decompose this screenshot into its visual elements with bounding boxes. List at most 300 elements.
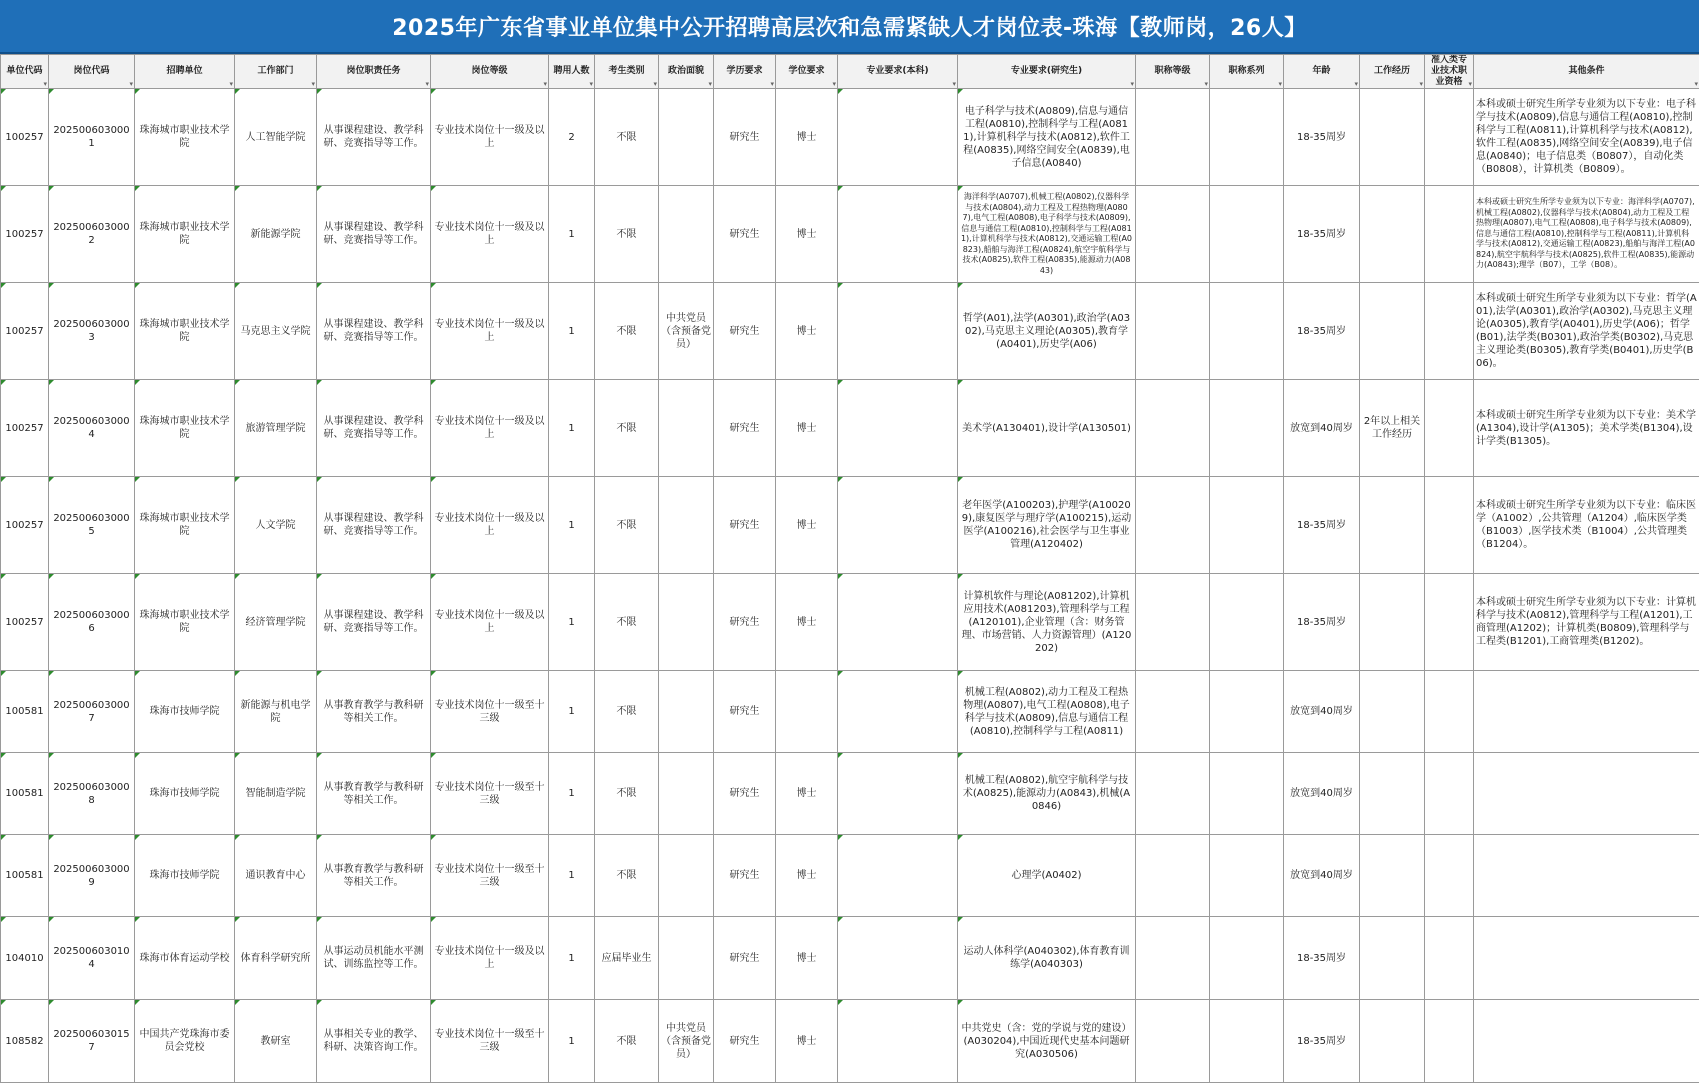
department-cell[interactable]: 人工智能学院	[235, 89, 317, 186]
qualification-cell[interactable]	[1425, 89, 1474, 186]
table-row	[1, 1000, 1699, 1083]
post-code-cell[interactable]: 2025006030002	[49, 186, 135, 283]
graduate-major-cell[interactable]: 电子科学与技术(A0809),信息与通信工程(A0810),控制科学与工程(A0811),计算机科学与技术(A0812),软件工程(A0835),网络空间安全(A0839),电子信息(A0840)	[958, 89, 1136, 186]
cell-comment-marker	[49, 671, 54, 676]
age-cell[interactable]: 放宽到40周岁	[1284, 380, 1360, 477]
qualification-cell[interactable]	[1425, 1000, 1474, 1083]
unit-name-cell[interactable]: 珠海城市职业技术学院	[135, 477, 235, 574]
headcount-cell[interactable]: 1	[549, 1000, 595, 1083]
header-row	[1, 55, 1699, 89]
age-cell[interactable]: 18-35周岁	[1284, 1000, 1360, 1083]
headcount-cell[interactable]: 1	[549, 753, 595, 835]
post-level-cell[interactable]: 专业技术岗位十一级至十三级	[431, 671, 549, 753]
duty-cell[interactable]: 从事课程建设、教学科研、竞赛指导等工作。	[317, 574, 431, 671]
experience-cell[interactable]	[1360, 89, 1425, 186]
qualification-cell[interactable]	[1425, 753, 1474, 835]
political-status-cell[interactable]: 中共党员（含预备党员）	[659, 1000, 714, 1083]
column-header[interactable]	[595, 55, 659, 89]
filter-dropdown-icon[interactable]: ▾	[1204, 80, 1208, 88]
other-conditions-cell[interactable]	[1474, 835, 1699, 917]
qualification-cell[interactable]	[1425, 835, 1474, 917]
column-header[interactable]	[431, 55, 549, 89]
candidate-category-cell[interactable]: 不限	[595, 89, 659, 186]
age-cell[interactable]: 放宽到40周岁	[1284, 753, 1360, 835]
headcount-cell[interactable]: 1	[549, 574, 595, 671]
column-header-label: 其他条件	[1568, 66, 1604, 76]
education-cell[interactable]: 研究生	[714, 574, 776, 671]
unit-code-cell[interactable]: 100581	[1, 835, 49, 917]
degree-cell[interactable]	[776, 671, 838, 753]
cell-comment-marker	[431, 574, 436, 579]
degree-cell[interactable]: 博士	[776, 186, 838, 283]
other-conditions-cell[interactable]: 本科或硕士研究生所学专业须为以下专业：计算机科学与技术(A0812),管理科学与工程(A1201),工商管理(A1202)；计算机类(B0809),管理科学与工程类(B1201),工商管理类(B1202)。	[1474, 574, 1699, 671]
candidate-category-cell[interactable]: 应届毕业生	[595, 917, 659, 1000]
column-header[interactable]	[1360, 55, 1425, 89]
cell-comment-marker	[135, 380, 140, 385]
other-conditions-cell[interactable]	[1474, 1000, 1699, 1083]
cell-comment-marker	[1, 917, 6, 922]
page-title: 2025年广东省事业单位集中公开招聘高层次和急需紧缺人才岗位表-珠海【教师岗，26人】	[0, 0, 1699, 54]
title-level-cell[interactable]	[1136, 89, 1210, 186]
cell-comment-marker	[838, 671, 843, 676]
cell-comment-marker	[235, 186, 240, 191]
experience-cell[interactable]	[1360, 753, 1425, 835]
candidate-category-cell[interactable]: 不限	[595, 380, 659, 477]
undergrad-major-cell[interactable]	[838, 380, 958, 477]
title-series-cell[interactable]	[1210, 574, 1284, 671]
title-series-cell[interactable]	[1210, 283, 1284, 380]
graduate-major-cell[interactable]: 计算机软件与理论(A081202),计算机应用技术(A081203),管理科学与工程(A120101),企业管理（含：财务管理、市场营销、人力资源管理）(A120202)	[958, 574, 1136, 671]
title-series-cell[interactable]	[1210, 186, 1284, 283]
duty-cell[interactable]: 从事运动员机能水平测试、训练监控等工作。	[317, 917, 431, 1000]
table-row	[1, 753, 1699, 835]
other-conditions-cell[interactable]: 本科或硕士研究生所学专业须为以下专业：电子科学与技术(A0809),信息与通信工程(A0810),控制科学与工程(A0811),计算机科学与技术(A0812),软件工程(A0835),网络空间安全(A0839),电子信息(A0840)；电子信息类（B0807），自动化类（B0808），计算机类（B0809）。	[1474, 89, 1699, 186]
candidate-category-cell[interactable]: 不限	[595, 753, 659, 835]
unit-code-cell[interactable]: 108582	[1, 1000, 49, 1083]
qualification-cell[interactable]	[1425, 477, 1474, 574]
age-cell[interactable]: 18-35周岁	[1284, 574, 1360, 671]
post-level-cell[interactable]: 专业技术岗位十一级及以上	[431, 477, 549, 574]
column-header[interactable]	[317, 55, 431, 89]
post-code-cell[interactable]: 2025006030104	[49, 917, 135, 1000]
candidate-category-cell[interactable]: 不限	[595, 671, 659, 753]
duty-cell[interactable]: 从事课程建设、教学科研、竞赛指导等工作。	[317, 380, 431, 477]
cell-comment-marker	[431, 477, 436, 482]
title-series-cell[interactable]	[1210, 89, 1284, 186]
duty-cell[interactable]: 从事相关专业的教学、科研、决策咨询工作。	[317, 1000, 431, 1083]
undergrad-major-cell[interactable]	[838, 186, 958, 283]
cell-comment-marker	[1, 380, 6, 385]
unit-name-cell[interactable]: 中国共产党珠海市委员会党校	[135, 1000, 235, 1083]
undergrad-major-cell[interactable]	[838, 835, 958, 917]
unit-name-cell[interactable]: 珠海城市职业技术学院	[135, 380, 235, 477]
graduate-major-cell[interactable]: 机械工程(A0802),动力工程及工程热物理(A0807),电气工程(A0808),电子科学与技术(A0809),信息与通信工程(A0810),控制科学与工程(A0811)	[958, 671, 1136, 753]
duty-cell[interactable]: 从事课程建设、教学科研、竞赛指导等工作。	[317, 477, 431, 574]
filter-dropdown-icon[interactable]: ▾	[1130, 80, 1134, 88]
candidate-category-cell[interactable]: 不限	[595, 477, 659, 574]
degree-cell[interactable]: 博士	[776, 477, 838, 574]
degree-cell[interactable]: 博士	[776, 1000, 838, 1083]
candidate-category-cell[interactable]: 不限	[595, 1000, 659, 1083]
post-level-cell[interactable]: 专业技术岗位十一级及以上	[431, 186, 549, 283]
degree-cell[interactable]: 博士	[776, 835, 838, 917]
cell-comment-marker	[317, 477, 322, 482]
headcount-cell[interactable]: 1	[549, 917, 595, 1000]
unit-code-cell[interactable]: 100257	[1, 186, 49, 283]
headcount-cell[interactable]: 1	[549, 186, 595, 283]
post-level-cell[interactable]: 专业技术岗位十一级及以上	[431, 917, 549, 1000]
post-level-cell[interactable]: 专业技术岗位十一级至十三级	[431, 835, 549, 917]
table-row	[1, 917, 1699, 1000]
degree-cell[interactable]: 博士	[776, 574, 838, 671]
cell-comment-marker	[1, 671, 6, 676]
post-code-cell[interactable]: 2025006030007	[49, 671, 135, 753]
unit-name-cell[interactable]: 珠海市技师学院	[135, 753, 235, 835]
cell-comment-marker	[317, 671, 322, 676]
table-row	[1, 835, 1699, 917]
post-level-cell[interactable]: 专业技术岗位十一级及以上	[431, 380, 549, 477]
duty-cell[interactable]: 从事教育教学与教科研等相关工作。	[317, 671, 431, 753]
headcount-cell[interactable]: 1	[549, 835, 595, 917]
filter-dropdown-icon[interactable]: ▾	[1419, 80, 1423, 88]
title-level-cell[interactable]	[1136, 283, 1210, 380]
cell-comment-marker	[431, 1000, 436, 1005]
headcount-cell[interactable]: 1	[549, 283, 595, 380]
headcount-cell[interactable]: 2	[549, 89, 595, 186]
column-header[interactable]	[838, 55, 958, 89]
cell-comment-marker	[1, 574, 6, 579]
unit-code-cell[interactable]: 100257	[1, 380, 49, 477]
cell-comment-marker	[958, 671, 963, 676]
undergrad-major-cell[interactable]	[838, 574, 958, 671]
other-conditions-cell[interactable]	[1474, 917, 1699, 1000]
cell-comment-marker	[317, 89, 322, 94]
age-cell[interactable]: 18-35周岁	[1284, 283, 1360, 380]
age-cell[interactable]: 放宽到40周岁	[1284, 671, 1360, 753]
qualification-cell[interactable]	[1425, 283, 1474, 380]
cell-comment-marker	[235, 671, 240, 676]
cell-comment-marker	[431, 283, 436, 288]
column-header-label: 专业要求(研究生)	[1011, 66, 1082, 76]
education-cell[interactable]: 研究生	[714, 380, 776, 477]
headcount-cell[interactable]: 1	[549, 671, 595, 753]
filter-dropdown-icon[interactable]: ▾	[543, 80, 547, 88]
experience-cell[interactable]	[1360, 835, 1425, 917]
qualification-cell[interactable]	[1425, 186, 1474, 283]
undergrad-major-cell[interactable]	[838, 917, 958, 1000]
column-header[interactable]	[235, 55, 317, 89]
filter-dropdown-icon[interactable]: ▾	[311, 80, 315, 88]
filter-dropdown-icon[interactable]: ▾	[1354, 80, 1358, 88]
degree-cell[interactable]: 博士	[776, 753, 838, 835]
education-cell[interactable]: 研究生	[714, 917, 776, 1000]
title-level-cell[interactable]	[1136, 1000, 1210, 1083]
cell-comment-marker	[49, 753, 54, 758]
filter-dropdown-icon[interactable]: ▾	[832, 80, 836, 88]
post-code-cell[interactable]: 2025006030005	[49, 477, 135, 574]
qualification-cell[interactable]	[1425, 917, 1474, 1000]
cell-comment-marker	[135, 477, 140, 482]
graduate-major-cell[interactable]: 中共党史（含：党的学说与党的建设）(A030204),中国近现代史基本问题研究(A030506)	[958, 1000, 1136, 1083]
column-header-label: 岗位代码	[73, 66, 109, 76]
title-level-cell[interactable]	[1136, 186, 1210, 283]
other-conditions-cell[interactable]: 本科或硕士研究生所学专业须为以下专业：海洋科学(A0707),机械工程(A0802),仪器科学与技术(A0804),动力工程及工程热物理(A0807),电气工程(A0808),电子科学与技术(A0809),信息与通信工程(A0810),控制科学与工程(A0811),计算机科学与技术(A0812),交通运输工程(A0823),船舶与海洋工程(A0824),航空宇航科学与技术(A0825),软件工程(A0835),能源动力(A0843);理学（B07），工学（B08）。	[1474, 186, 1699, 283]
unit-name-cell[interactable]: 珠海城市职业技术学院	[135, 574, 235, 671]
department-cell[interactable]: 新能源与机电学院	[235, 671, 317, 753]
filter-dropdown-icon[interactable]: ▾	[952, 80, 956, 88]
graduate-major-cell[interactable]: 哲学(A01),法学(A0301),政治学(A0302),马克思主义理论(A0305),教育学(A0401),历史学(A06)	[958, 283, 1136, 380]
political-status-cell[interactable]	[659, 835, 714, 917]
column-header[interactable]	[135, 55, 235, 89]
cell-comment-marker	[431, 753, 436, 758]
unit-name-cell[interactable]: 珠海城市职业技术学院	[135, 186, 235, 283]
filter-dropdown-icon[interactable]: ▾	[1694, 80, 1698, 88]
post-code-cell[interactable]: 2025006030004	[49, 380, 135, 477]
column-header[interactable]	[776, 55, 838, 89]
column-header[interactable]	[958, 55, 1136, 89]
cell-comment-marker	[958, 477, 963, 482]
column-header-label: 岗位职责任务	[346, 66, 400, 76]
other-conditions-cell[interactable]: 本科或硕士研究生所学专业须为以下专业：临床医学（A1002）,公共管理（A1204）,临床医学类（B1003）,医学技术类（B1004）,公共管理类（B1204）。	[1474, 477, 1699, 574]
cell-comment-marker	[431, 917, 436, 922]
cell-comment-marker	[1, 753, 6, 758]
title-level-cell[interactable]	[1136, 753, 1210, 835]
political-status-cell[interactable]	[659, 380, 714, 477]
column-header-label: 年龄	[1312, 66, 1330, 76]
column-header[interactable]	[1210, 55, 1284, 89]
age-cell[interactable]: 放宽到40周岁	[1284, 835, 1360, 917]
post-level-cell[interactable]: 专业技术岗位十一级至十三级	[431, 753, 549, 835]
filter-dropdown-icon[interactable]: ▾	[43, 80, 47, 88]
department-cell[interactable]: 人文学院	[235, 477, 317, 574]
graduate-major-cell[interactable]: 心理学(A0402)	[958, 835, 1136, 917]
undergrad-major-cell[interactable]	[838, 283, 958, 380]
degree-cell[interactable]: 博士	[776, 380, 838, 477]
duty-cell[interactable]: 从事教育教学与教科研等相关工作。	[317, 835, 431, 917]
experience-cell[interactable]	[1360, 917, 1425, 1000]
post-level-cell[interactable]: 专业技术岗位十一级及以上	[431, 89, 549, 186]
column-header[interactable]	[1136, 55, 1210, 89]
cell-comment-marker	[49, 283, 54, 288]
age-cell[interactable]: 18-35周岁	[1284, 477, 1360, 574]
column-header[interactable]	[1284, 55, 1360, 89]
age-cell[interactable]: 18-35周岁	[1284, 89, 1360, 186]
education-cell[interactable]: 研究生	[714, 835, 776, 917]
title-series-cell[interactable]	[1210, 835, 1284, 917]
experience-cell[interactable]	[1360, 477, 1425, 574]
candidate-category-cell[interactable]: 不限	[595, 835, 659, 917]
degree-cell[interactable]: 博士	[776, 283, 838, 380]
filter-dropdown-icon[interactable]: ▾	[770, 80, 774, 88]
cell-comment-marker	[838, 753, 843, 758]
title-series-cell[interactable]	[1210, 1000, 1284, 1083]
age-cell[interactable]: 18-35周岁	[1284, 186, 1360, 283]
unit-code-cell[interactable]: 104010	[1, 917, 49, 1000]
filter-dropdown-icon[interactable]: ▾	[708, 80, 712, 88]
qualification-cell[interactable]	[1425, 574, 1474, 671]
cell-comment-marker	[135, 89, 140, 94]
political-status-cell[interactable]	[659, 574, 714, 671]
column-header[interactable]	[659, 55, 714, 89]
undergrad-major-cell[interactable]	[838, 477, 958, 574]
department-cell[interactable]: 经济管理学院	[235, 574, 317, 671]
unit-code-cell[interactable]: 100581	[1, 753, 49, 835]
filter-dropdown-icon[interactable]: ▾	[1468, 80, 1472, 88]
education-cell[interactable]: 研究生	[714, 753, 776, 835]
cell-comment-marker	[317, 1000, 322, 1005]
department-cell[interactable]: 马克思主义学院	[235, 283, 317, 380]
duty-cell[interactable]: 从事课程建设、教学科研、竞赛指导等工作。	[317, 283, 431, 380]
cell-comment-marker	[49, 380, 54, 385]
department-cell[interactable]: 智能制造学院	[235, 753, 317, 835]
filter-dropdown-icon[interactable]: ▾	[1278, 80, 1282, 88]
title-level-cell[interactable]	[1136, 380, 1210, 477]
post-level-cell[interactable]: 专业技术岗位十一级及以上	[431, 574, 549, 671]
duty-cell[interactable]: 从事课程建设、教学科研、竞赛指导等工作。	[317, 89, 431, 186]
title-level-cell[interactable]	[1136, 835, 1210, 917]
graduate-major-cell[interactable]: 美术学(A130401),设计学(A130501)	[958, 380, 1136, 477]
post-code-cell[interactable]: 2025006030009	[49, 835, 135, 917]
column-header[interactable]	[1, 55, 49, 89]
other-conditions-cell[interactable]	[1474, 753, 1699, 835]
graduate-major-cell[interactable]: 运动人体科学(A040302),体育教育训练学(A040303)	[958, 917, 1136, 1000]
unit-name-cell[interactable]: 珠海市技师学院	[135, 671, 235, 753]
unit-code-cell[interactable]: 100581	[1, 671, 49, 753]
education-cell[interactable]: 研究生	[714, 186, 776, 283]
department-cell[interactable]: 新能源学院	[235, 186, 317, 283]
graduate-major-cell[interactable]: 机械工程(A0802),航空宇航科学与技术(A0825),能源动力(A0843),机械(A0846)	[958, 753, 1136, 835]
undergrad-major-cell[interactable]	[838, 753, 958, 835]
experience-cell[interactable]	[1360, 283, 1425, 380]
candidate-category-cell[interactable]: 不限	[595, 574, 659, 671]
title-level-cell[interactable]	[1136, 574, 1210, 671]
title-level-cell[interactable]	[1136, 917, 1210, 1000]
title-series-cell[interactable]	[1210, 753, 1284, 835]
qualification-cell[interactable]	[1425, 671, 1474, 753]
education-cell[interactable]: 研究生	[714, 1000, 776, 1083]
undergrad-major-cell[interactable]	[838, 89, 958, 186]
duty-cell[interactable]: 从事教育教学与教科研等相关工作。	[317, 753, 431, 835]
filter-dropdown-icon[interactable]: ▾	[653, 80, 657, 88]
table-row	[1, 186, 1699, 283]
post-code-cell[interactable]: 2025006030157	[49, 1000, 135, 1083]
education-cell[interactable]: 研究生	[714, 477, 776, 574]
column-header[interactable]	[549, 55, 595, 89]
education-cell[interactable]: 研究生	[714, 671, 776, 753]
cell-comment-marker	[317, 283, 322, 288]
unit-code-cell[interactable]: 100257	[1, 574, 49, 671]
column-header-label: 职称系列	[1228, 66, 1264, 76]
experience-cell[interactable]	[1360, 186, 1425, 283]
political-status-cell[interactable]	[659, 671, 714, 753]
graduate-major-cell[interactable]: 海洋科学(A0707),机械工程(A0802),仪器科学与技术(A0804),动力工程及工程热物理(A0807),电气工程(A0808),电子科学与技术(A0809),信息与通信工程(A0810),控制科学与工程(A0811),计算机科学与技术(A0812),交通运输工程(A0823),船舶与海洋工程(A0824),航空宇航科学与技术(A0825),软件工程(A0835),能源动力(A0843)	[958, 186, 1136, 283]
post-code-cell[interactable]: 2025006030003	[49, 283, 135, 380]
title-series-cell[interactable]	[1210, 380, 1284, 477]
post-code-cell[interactable]: 2025006030006	[49, 574, 135, 671]
graduate-major-cell[interactable]: 老年医学(A100203),护理学(A100209),康复医学与理疗学(A100215),运动医学(A100216),社会医学与卫生事业管理(A120402)	[958, 477, 1136, 574]
cell-comment-marker	[838, 283, 843, 288]
experience-cell[interactable]: 2年以上相关工作经历	[1360, 380, 1425, 477]
political-status-cell[interactable]	[659, 477, 714, 574]
title-level-cell[interactable]	[1136, 671, 1210, 753]
political-status-cell[interactable]	[659, 186, 714, 283]
department-cell[interactable]: 教研室	[235, 1000, 317, 1083]
department-cell[interactable]: 体育科学研究所	[235, 917, 317, 1000]
political-status-cell[interactable]	[659, 753, 714, 835]
title-series-cell[interactable]	[1210, 917, 1284, 1000]
education-cell[interactable]: 研究生	[714, 89, 776, 186]
unit-name-cell[interactable]: 珠海市技师学院	[135, 835, 235, 917]
post-level-cell[interactable]: 专业技术岗位十一级及以上	[431, 283, 549, 380]
title-series-cell[interactable]	[1210, 477, 1284, 574]
political-status-cell[interactable]	[659, 917, 714, 1000]
experience-cell[interactable]	[1360, 1000, 1425, 1083]
unit-code-cell[interactable]: 100257	[1, 89, 49, 186]
age-cell[interactable]: 18-35周岁	[1284, 917, 1360, 1000]
column-header-label: 学位要求	[788, 66, 824, 76]
column-header[interactable]	[1474, 55, 1699, 89]
other-conditions-cell[interactable]: 本科或硕士研究生所学专业须为以下专业：哲学(A01),法学(A0301),政治学(A0302),马克思主义理论(A0305),教育学(A0401),历史学(A06)；哲学(B01),法学类(B0301),政治学类(B0302),马克思主义理论类(B0305),教育学类(B0401),历史学(B06)。	[1474, 283, 1699, 380]
political-status-cell[interactable]	[659, 89, 714, 186]
unit-code-cell[interactable]: 100257	[1, 283, 49, 380]
unit-name-cell[interactable]: 珠海城市职业技术学院	[135, 89, 235, 186]
department-cell[interactable]: 旅游管理学院	[235, 380, 317, 477]
post-code-cell[interactable]: 2025006030001	[49, 89, 135, 186]
post-code-cell[interactable]: 2025006030008	[49, 753, 135, 835]
experience-cell[interactable]	[1360, 671, 1425, 753]
cell-comment-marker	[431, 835, 436, 840]
qualification-cell[interactable]	[1425, 380, 1474, 477]
experience-cell[interactable]	[1360, 574, 1425, 671]
unit-code-cell[interactable]: 100257	[1, 477, 49, 574]
undergrad-major-cell[interactable]	[838, 1000, 958, 1083]
cell-comment-marker	[317, 835, 322, 840]
cell-comment-marker	[135, 574, 140, 579]
political-status-cell[interactable]: 中共党员（含预备党员）	[659, 283, 714, 380]
filter-dropdown-icon[interactable]: ▾	[229, 80, 233, 88]
candidate-category-cell[interactable]: 不限	[595, 283, 659, 380]
other-conditions-cell[interactable]	[1474, 671, 1699, 753]
column-header[interactable]	[1425, 55, 1474, 89]
post-level-cell[interactable]: 专业技术岗位十一级至十三级	[431, 1000, 549, 1083]
column-header[interactable]	[49, 55, 135, 89]
cell-comment-marker	[958, 283, 963, 288]
headcount-cell[interactable]: 1	[549, 380, 595, 477]
degree-cell[interactable]: 博士	[776, 89, 838, 186]
cell-comment-marker	[49, 1000, 54, 1005]
title-series-cell[interactable]	[1210, 671, 1284, 753]
other-conditions-cell[interactable]: 本科或硕士研究生所学专业须为以下专业：美术学(A1304),设计学(A1305)；美术学类(B1304),设计学类(B1305)。	[1474, 380, 1699, 477]
department-cell[interactable]: 通识教育中心	[235, 835, 317, 917]
cell-comment-marker	[838, 574, 843, 579]
candidate-category-cell[interactable]: 不限	[595, 186, 659, 283]
filter-dropdown-icon[interactable]: ▾	[129, 80, 133, 88]
headcount-cell[interactable]: 1	[549, 477, 595, 574]
cell-comment-marker	[235, 917, 240, 922]
column-header[interactable]	[714, 55, 776, 89]
duty-cell[interactable]: 从事课程建设、教学科研、竞赛指导等工作。	[317, 186, 431, 283]
degree-cell[interactable]: 博士	[776, 917, 838, 1000]
filter-dropdown-icon[interactable]: ▾	[589, 80, 593, 88]
filter-dropdown-icon[interactable]: ▾	[425, 80, 429, 88]
undergrad-major-cell[interactable]	[838, 671, 958, 753]
unit-name-cell[interactable]: 珠海市体育运动学校	[135, 917, 235, 1000]
title-level-cell[interactable]	[1136, 477, 1210, 574]
table-row	[1, 574, 1699, 671]
unit-name-cell[interactable]: 珠海城市职业技术学院	[135, 283, 235, 380]
education-cell[interactable]: 研究生	[714, 283, 776, 380]
column-header-label: 考生类别	[608, 66, 644, 76]
